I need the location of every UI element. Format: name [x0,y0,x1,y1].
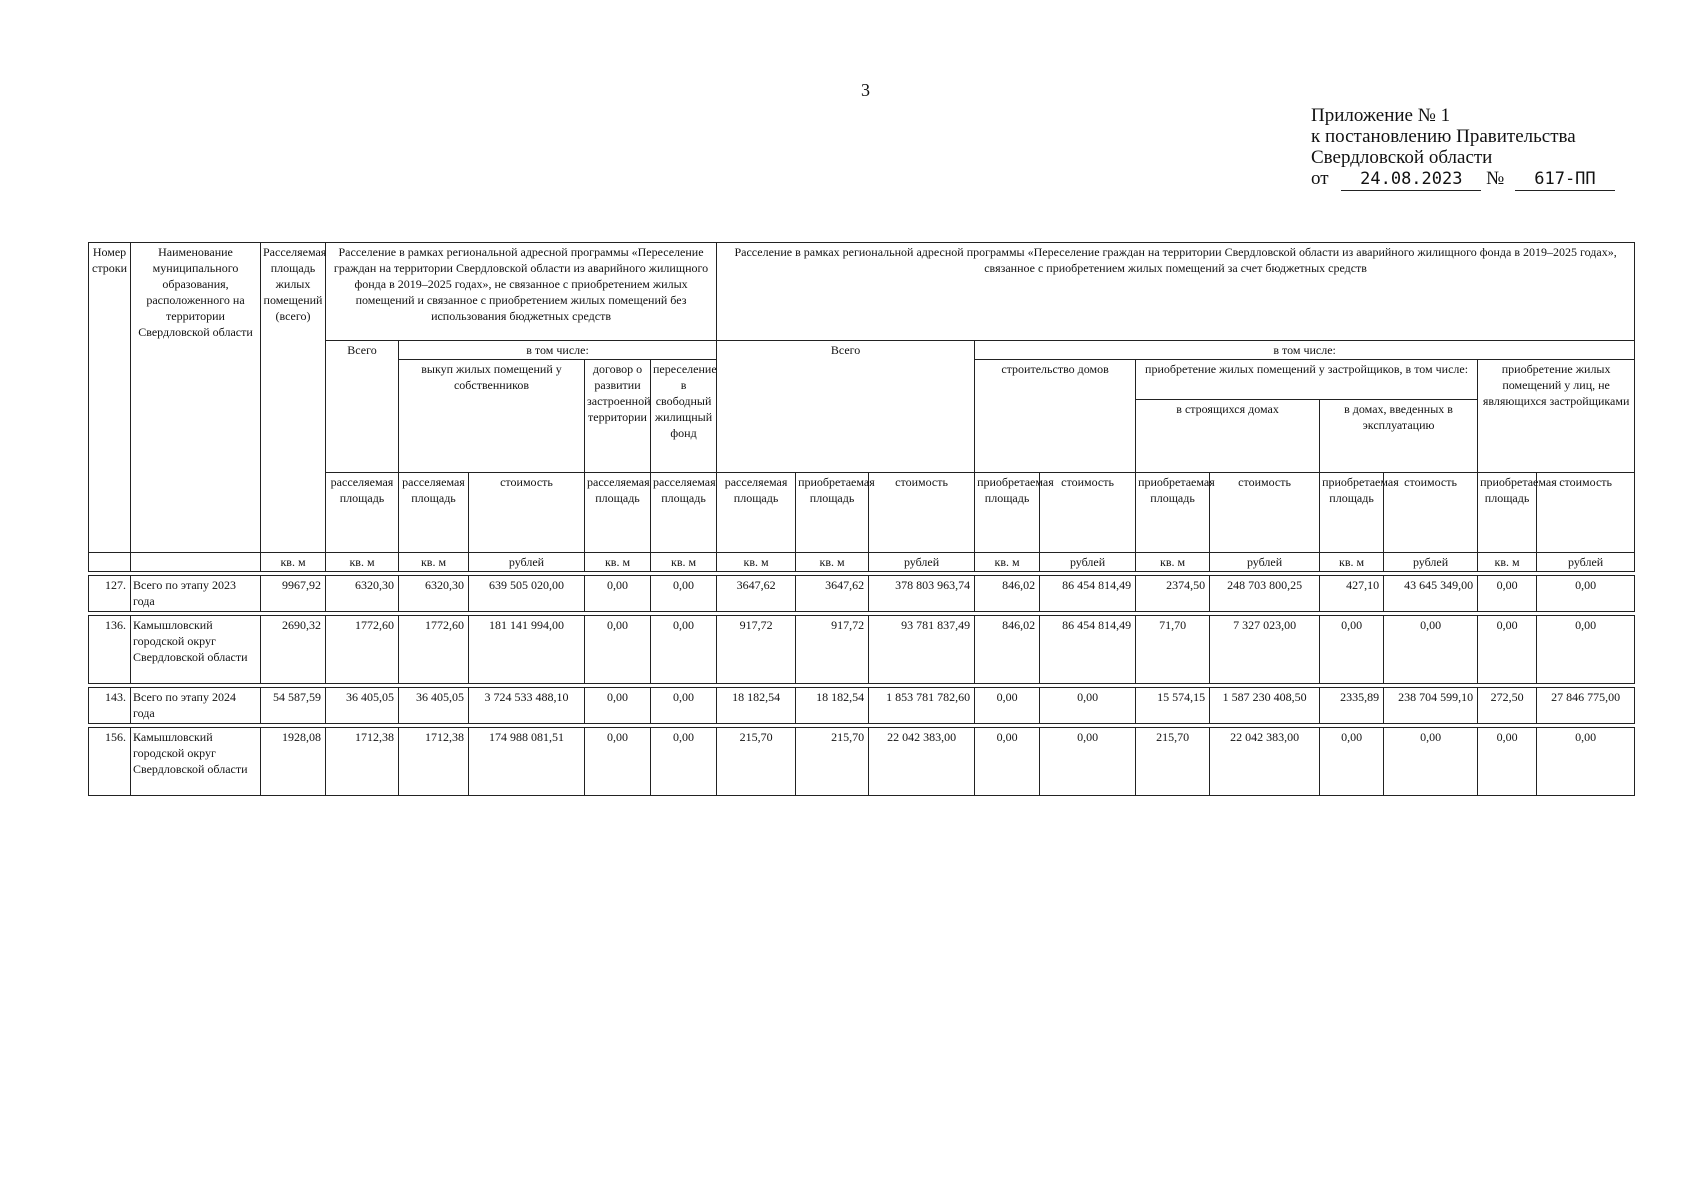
header-g2-developers: приобретение жилых помещений у застройщиков, в том числе: [1136,360,1478,400]
header-g1-including: в том числе: [399,341,717,360]
table-row: 143. Всего по этапу 2024 года 54 587,59 36 405,05 36 405,05 3 724 533 488,10 0,00 0,00 18 182,54 18 182,54 1 853 781 782,60 0,00 0,00 15 574,15 1 587 230 408,50 2335,89 238 704 599,10 272,50 27 846 775,00 [89,688,1635,724]
unit-cell: рублей [1537,553,1635,572]
unit-cell: кв. м [975,553,1040,572]
col-g1-total-area: расселяемая площадь [326,473,399,553]
table-row: 156. Камышловский городской округ Свердловской области 1928,08 1712,38 1712,38 174 988 081,51 0,00 0,00 215,70 215,70 22 042 383,00 0,00 0,00 215,70 22 042 383,00 0,00 0,00 0,00 0,00 [89,728,1635,796]
unit-cell: кв. м [717,553,796,572]
unit-cell: рублей [469,553,585,572]
unit-cell: кв. м [796,553,869,572]
header-group-1: Расселение в рамках региональной адресной программы «Переселение граждан на территории Свердловской области из аварийного жилищного фонда в 2019–2025 годах», не связанное с приобретением жилых помещений и связанное с приобретением жилых помещений без использования бюджетных средств [326,243,717,341]
appendix-line-3: Свердловской области [1311,147,1493,168]
col-g1-buy-cost: стоимость [469,473,585,553]
col-com-cost: стоимость [1384,473,1478,553]
col-nd-area: приобретаемая площадь [1478,473,1537,553]
header-g2-non-developers: приобретение жилых помещений у лиц, не являющихся застройщиками [1478,360,1635,473]
page-number: 3 [861,80,870,100]
unit-cell: рублей [1210,553,1320,572]
appendix-block [1311,105,1615,191]
header-commissioned: в домах, введенных в эксплуатацию [1320,399,1478,472]
unit-cell: рублей [869,553,975,572]
col-g2-acquired-area: приобретаемая площадь [796,473,869,553]
col-g1-contract-area: расселяемая площадь [585,473,651,553]
unit-cell: кв. м [1136,553,1210,572]
table-row: 127. Всего по этапу 2023 года 9967,92 6320,30 6320,30 639 505 020,00 0,00 0,00 3647,62 3647,62 378 803 963,74 846,02 86 454 814,49 2374,50 248 703 800,25 427,10 43 645 349,00 0,00 0,00 [89,576,1635,612]
col-g1-buy-area: расселяемая площадь [399,473,469,553]
unit-cell: кв. м [1478,553,1537,572]
resettlement-table [88,242,1635,796]
header-g2-total: Всего [717,341,975,473]
unit-cell: кв. м [585,553,651,572]
resolution-number: 617-ПП [1515,169,1615,191]
header-g1-total: Всего [326,341,399,473]
col-uc-cost: стоимость [1210,473,1320,553]
header-total-area: Расселяемая площадь жилых помещений (всего) [261,243,326,553]
col-g1-free-area: расселяемая площадь [651,473,717,553]
col-com-area: приобретаемая площадь [1320,473,1384,553]
from-label: от [1311,168,1329,189]
header-g1-free: переселение в свободный жилищный фонд [651,360,717,473]
unit-cell: рублей [1384,553,1478,572]
unit-cell: рублей [1040,553,1136,572]
unit-cell: кв. м [261,553,326,572]
appendix-title: Приложение № 1 [1311,105,1451,126]
header-g1-contract: договор о развитии застроенной территории [585,360,651,473]
header-group-2: Расселение в рамках региональной адресной программы «Переселение граждан на территории Свердловской области из аварийного жилищного фонда в 2019–2025 годах», связанное с приобретением жилых помещений за счет бюджетных средств [717,243,1635,341]
unit-cell: кв. м [399,553,469,572]
col-g2-cost: стоимость [869,473,975,553]
resolution-date: 24.08.2023 [1341,169,1481,191]
unit-cell: кв. м [326,553,399,572]
header-row-1 [89,243,1635,341]
header-g2-including: в том числе: [975,341,1635,360]
col-uc-area: приобретаемая площадь [1136,473,1210,553]
col-con-cost: стоимость [1040,473,1136,553]
appendix-line-2: к постановлению Правительства [1311,126,1576,147]
header-under-construction: в строящихся домах [1136,399,1320,472]
header-row-no: Номер строки [89,243,131,553]
unit-cell: кв. м [1320,553,1384,572]
appendix-date-line [1311,168,1615,191]
header-g2-construction: строительство домов [975,360,1136,473]
col-g2-resettled-area: расселяемая площадь [717,473,796,553]
header-municipality: Наименование муниципального образования, расположенного на территории Свердловской области [131,243,261,553]
col-con-area: приобретаемая площадь [975,473,1040,553]
header-g1-buyout: выкуп жилых помещений у собственников [399,360,585,473]
unit-cell: кв. м [651,553,717,572]
table-row: 136. Камышловский городской округ Свердловской области 2690,32 1772,60 1772,60 181 141 994,00 0,00 0,00 917,72 917,72 93 781 837,49 846,02 86 454 814,49 71,70 7 327 023,00 0,00 0,00 0,00 0,00 [89,616,1635,684]
col-nd-cost: стоимость [1537,473,1635,553]
number-label: № [1486,168,1505,189]
units-row [89,553,1635,572]
